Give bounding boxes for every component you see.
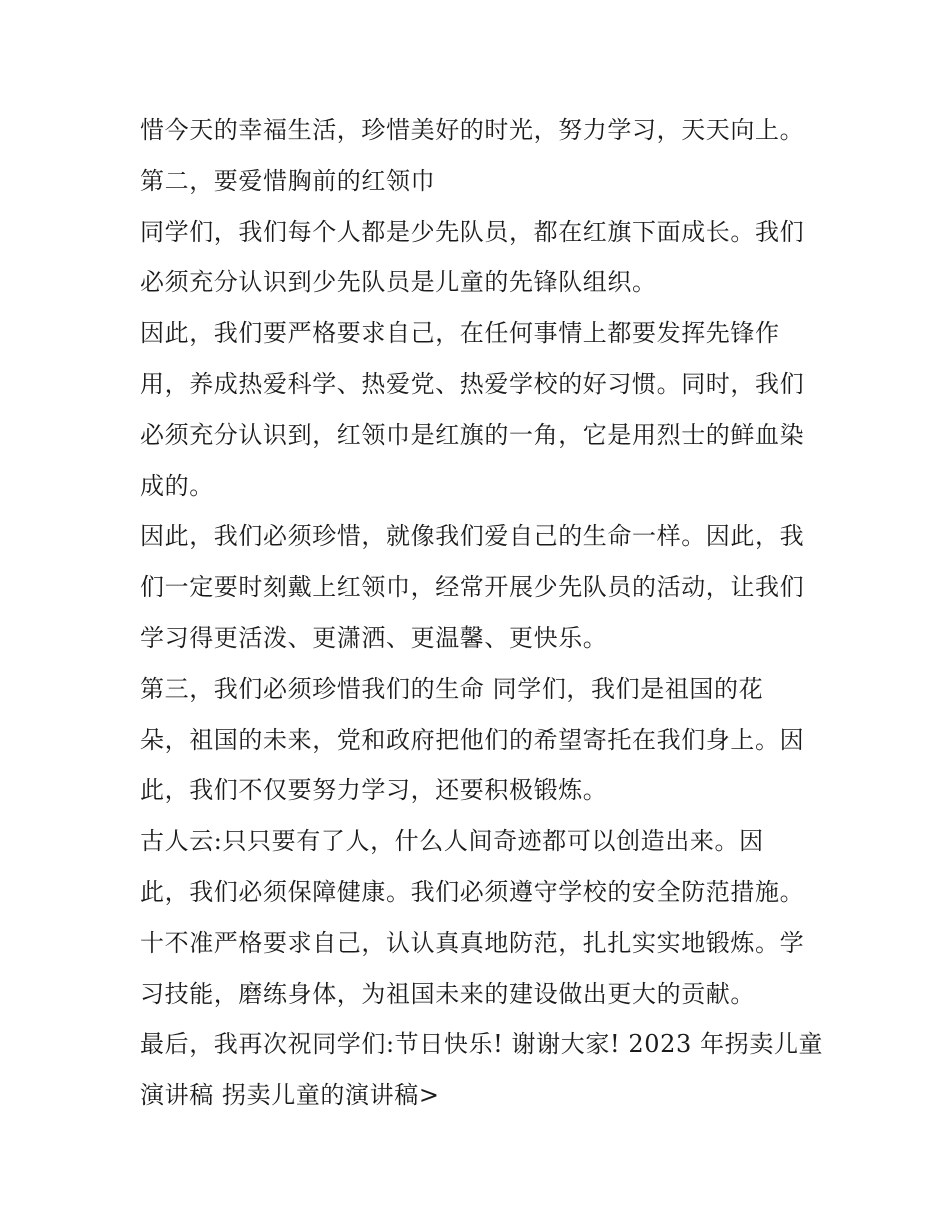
text-line: 此，我们必须保障健康。我们必须遵守学校的安全防范措施。 [140,877,805,906]
text-line: 学习得更活泼、更潇洒、更温馨、更快乐。 [140,623,608,652]
text-line: 因此，我们要严格要求自己，在任何事情上都要发挥先锋作 [140,319,780,348]
text-line: 因此，我们必须珍惜，就像我们爱自己的生命一样。因此，我 [140,522,805,551]
text-line: 第三，我们必须珍惜我们的生命 同学们，我们是祖国的花 [140,674,764,703]
body-text [140,105,830,1121]
text-line: 第二，要爱惜胸前的红领巾 [140,166,436,195]
text-line: 惜今天的幸福生活，珍惜美好的时光，努力学习，天天向上。 [140,116,805,144]
text-line: 习技能，磨练身体，为祖国未来的建设做出更大的贡献。 [140,979,755,1008]
text-line: 十不准严格要求自己，认认真真地防范，扎扎实实地锻炼。学 [140,928,805,957]
text-line: 们一定要时刻戴上红领巾，经常开展少先队员的活动，让我们 [140,573,805,602]
text-line: 同学们，我们每个人都是少先队员，都在红旗下面成长。我们 [140,217,805,246]
text-line: 古人云:只只要有了人，什么人间奇迹都可以创造出来。因 [140,827,764,856]
text-line: 此，我们不仅要努力学习，还要积极锻炼。 [140,776,608,805]
text-line: 演讲稿 拐卖儿童的演讲稿> [140,1081,440,1110]
text-line: 必须充分认识到少先队员是儿童的先锋队组织。 [140,268,657,297]
text-line: 用，养成热爱科学、热爱党、热爱学校的好习惯。同时，我们 [140,369,805,398]
text-line: 朵，祖国的未来，党和政府把他们的希望寄托在我们身上。因 [140,725,805,754]
text-line: 必须充分认识到，红领巾是红旗的一角，它是用烈士的鲜血染 [140,420,805,449]
text-line: 成的。 [140,471,214,500]
text-line: 最后，我再次祝同学们:节日快乐! 谢谢大家! 2023 年拐卖儿童 [140,1030,824,1059]
